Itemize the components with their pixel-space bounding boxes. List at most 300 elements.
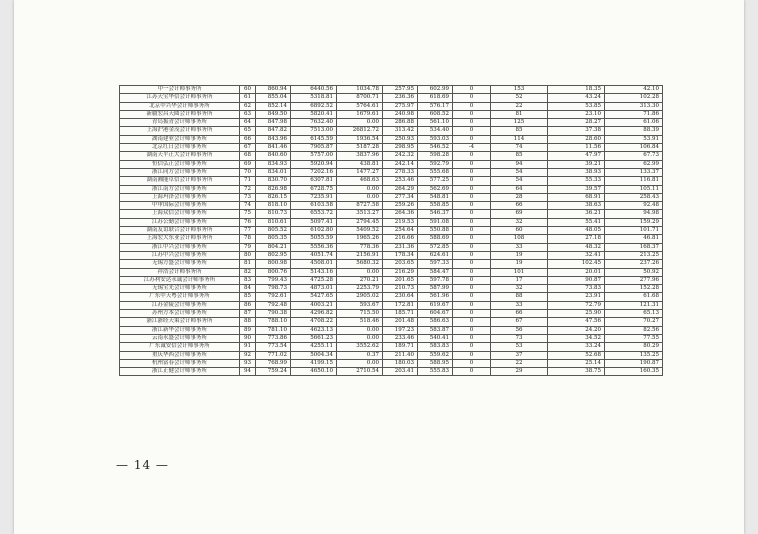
value-cell: 25.90 [548, 310, 605, 318]
value-cell: 264.36 [383, 210, 418, 218]
value-cell: 2905.02 [337, 293, 383, 301]
value-cell: 602.99 [418, 86, 453, 94]
value-cell: 18.35 [548, 86, 605, 94]
value-cell: 33 [491, 301, 548, 309]
firm-name-cell: 青岛振青会计师事务所 [120, 119, 240, 127]
value-cell: 759.24 [256, 368, 291, 376]
value-cell: 286.88 [383, 119, 418, 127]
table-row [120, 243, 663, 251]
value-cell: 87 [240, 310, 256, 318]
value-cell: 23.10 [548, 110, 605, 118]
value-cell: 50.92 [605, 268, 663, 276]
table-row [120, 334, 663, 342]
value-cell: 0 [453, 260, 491, 268]
value-cell: 0 [453, 160, 491, 168]
value-cell: 586.63 [418, 318, 453, 326]
value-cell: 101.71 [605, 227, 663, 235]
value-cell: 80 [240, 251, 256, 259]
value-cell: 818.10 [256, 202, 291, 210]
value-cell: 62.99 [605, 160, 663, 168]
firm-name-cell: 湖南友谊联合会计师事务所 [120, 227, 240, 235]
value-cell: 65 [240, 127, 256, 135]
value-cell: 190.87 [605, 359, 663, 367]
value-cell: 68 [240, 152, 256, 160]
value-cell: 5764.61 [337, 102, 383, 110]
value-cell: 153 [491, 86, 548, 94]
firm-name-cell: 苏州方本会计师事务所 [120, 310, 240, 318]
value-cell: 4873.01 [291, 285, 337, 293]
value-cell: 39.21 [548, 160, 605, 168]
value-cell: 840.60 [256, 152, 291, 160]
value-cell: 63 [240, 110, 256, 118]
value-cell: 7513.00 [291, 127, 337, 135]
value-cell: 587.99 [418, 285, 453, 293]
value-cell: 534.40 [418, 127, 453, 135]
value-cell: 28.60 [548, 135, 605, 143]
firm-name-cell: 上海玛泽会计师事务所 [120, 193, 240, 201]
value-cell: 2156.91 [337, 251, 383, 259]
firm-name-cell: 浙江中兴会计师事务所 [120, 243, 240, 251]
value-cell: 830.70 [256, 177, 291, 185]
value-cell: 70.27 [605, 318, 663, 326]
table-row [120, 318, 663, 326]
table-row [120, 326, 663, 334]
value-cell: 0 [453, 301, 491, 309]
value-cell: 34.52 [548, 334, 605, 342]
value-cell: 1936.54 [337, 135, 383, 143]
value-cell: 37.38 [548, 127, 605, 135]
value-cell: 313.30 [605, 102, 663, 110]
value-cell: 82 [240, 268, 256, 276]
value-cell: 211.40 [383, 351, 418, 359]
value-cell: 826.98 [256, 185, 291, 193]
value-cell: 91 [240, 343, 256, 351]
value-cell: 4650.10 [291, 368, 337, 376]
value-cell: 43.24 [548, 94, 605, 102]
firm-name-cell: 上海沪港金茂会计师事务所 [120, 127, 240, 135]
value-cell: 22 [491, 359, 548, 367]
firm-name-cell: 上海众信会计师事务所 [120, 210, 240, 218]
value-cell: 4508.01 [291, 260, 337, 268]
value-cell: 0 [453, 202, 491, 210]
value-cell: 94 [240, 368, 256, 376]
value-cell: 5143.16 [291, 268, 337, 276]
value-cell: 74 [240, 202, 256, 210]
value-cell: 189.71 [383, 343, 418, 351]
value-cell: 0 [453, 318, 491, 326]
value-cell: 80.29 [605, 343, 663, 351]
value-cell: 133.37 [605, 168, 663, 176]
table-row [120, 368, 663, 376]
value-cell: 54 [491, 177, 548, 185]
value-cell: 70 [240, 168, 256, 176]
value-cell: 27.18 [548, 235, 605, 243]
value-cell: 576.17 [418, 102, 453, 110]
value-cell: 715.50 [337, 310, 383, 318]
value-cell: 4623.13 [291, 326, 337, 334]
value-cell: 32 [491, 285, 548, 293]
value-cell: 230.64 [383, 293, 418, 301]
value-cell: 101 [491, 268, 548, 276]
value-cell: 3513.27 [337, 210, 383, 218]
value-cell: 172.81 [383, 301, 418, 309]
value-cell: 242.32 [383, 152, 418, 160]
value-cell: 619.67 [418, 301, 453, 309]
value-cell: 102.45 [548, 260, 605, 268]
firm-name-cell: 新疆宏昌天圆会计师事务所 [120, 110, 240, 118]
value-cell: 66 [240, 135, 256, 143]
value-cell: 6728.75 [291, 185, 337, 193]
value-cell: 591.08 [418, 218, 453, 226]
value-cell: 74 [491, 144, 548, 152]
value-cell: 77.55 [605, 334, 663, 342]
value-cell: 203.41 [383, 368, 418, 376]
firm-name-cell: 上海宏大东亚会计师事务所 [120, 235, 240, 243]
value-cell: 5187.28 [337, 144, 383, 152]
value-cell: 593.03 [418, 135, 453, 143]
value-cell: 0 [453, 86, 491, 94]
value-cell: 0 [453, 368, 491, 376]
value-cell: -4 [453, 144, 491, 152]
value-cell: 313.42 [383, 127, 418, 135]
value-cell: 1679.61 [337, 110, 383, 118]
value-cell: 4199.15 [291, 359, 337, 367]
table-row [120, 135, 663, 143]
value-cell: 588.95 [418, 359, 453, 367]
value-cell: 42.10 [605, 86, 663, 94]
value-cell: 201.65 [383, 276, 418, 284]
value-cell: 25.14 [548, 359, 605, 367]
value-cell: 0 [453, 293, 491, 301]
value-cell: 197.23 [383, 326, 418, 334]
value-cell: 81 [240, 260, 256, 268]
value-cell: 93 [240, 359, 256, 367]
value-cell: 0 [453, 94, 491, 102]
value-cell: 4051.74 [291, 251, 337, 259]
value-cell: 0.00 [337, 359, 383, 367]
value-cell: 618.69 [418, 94, 453, 102]
value-cell: 52 [491, 94, 548, 102]
value-cell: 242.14 [383, 160, 418, 168]
table-row [120, 177, 663, 185]
table-row [120, 193, 663, 201]
firm-name-cell: 浙江正健会计师事务所 [120, 368, 240, 376]
value-cell: 5757.00 [291, 152, 337, 160]
value-cell: 86 [240, 301, 256, 309]
value-cell: 0 [453, 152, 491, 160]
table-row [120, 152, 663, 160]
value-cell: 559.62 [418, 351, 453, 359]
value-cell: 0 [453, 227, 491, 235]
value-cell: 65.13 [605, 310, 663, 318]
value-cell: 6102.80 [291, 227, 337, 235]
value-cell: 0 [453, 334, 491, 342]
value-cell: 810.73 [256, 210, 291, 218]
value-cell: 48.05 [548, 227, 605, 235]
table-row [120, 127, 663, 135]
value-cell: 4725.28 [291, 276, 337, 284]
value-cell: 847.98 [256, 119, 291, 127]
value-cell: 36.21 [548, 210, 605, 218]
value-cell: 624.61 [418, 251, 453, 259]
value-cell: 810.61 [256, 218, 291, 226]
value-cell: 90 [240, 334, 256, 342]
firm-name-cell: 湖南天平正大会计师事务所 [120, 152, 240, 160]
value-cell: 8700.71 [337, 94, 383, 102]
value-cell: 2710.54 [337, 368, 383, 376]
value-cell: 0.00 [337, 193, 383, 201]
value-cell: 1965.26 [337, 235, 383, 243]
firm-name-cell: 江苏利安达永诚会计师事务所 [120, 276, 240, 284]
value-cell: 94 [491, 160, 548, 168]
value-cell: 33 [491, 243, 548, 251]
value-cell: 61.68 [605, 293, 663, 301]
firm-name-cell: 中审国际会计师事务所 [120, 202, 240, 210]
value-cell: 60 [491, 227, 548, 235]
table-row [120, 285, 663, 293]
table-row [120, 359, 663, 367]
value-cell: 233.46 [383, 334, 418, 342]
page-number: — 14 — [116, 458, 169, 472]
table-row [120, 227, 663, 235]
value-cell: 75 [240, 210, 256, 218]
table-row [120, 293, 663, 301]
table-row [120, 102, 663, 110]
value-cell: 608.52 [418, 110, 453, 118]
value-cell: 275.97 [383, 102, 418, 110]
value-cell: 152.28 [605, 285, 663, 293]
table-row [120, 119, 663, 127]
value-cell: 0 [453, 268, 491, 276]
value-cell: 805.35 [256, 235, 291, 243]
value-cell: 0.00 [337, 185, 383, 193]
value-cell: 790.38 [256, 310, 291, 318]
value-cell: 800.76 [256, 268, 291, 276]
value-cell: 55.41 [548, 218, 605, 226]
value-cell: 555.68 [418, 168, 453, 176]
value-cell: 53.91 [605, 135, 663, 143]
value-cell: 64 [240, 119, 256, 127]
value-cell: 804.21 [256, 243, 291, 251]
value-cell: 108 [491, 235, 548, 243]
value-cell: 185.71 [383, 310, 418, 318]
value-cell: 85 [240, 293, 256, 301]
value-cell: 78 [240, 235, 256, 243]
firm-name-cell: 广东诚安信会计师事务所 [120, 343, 240, 351]
table-row [120, 185, 663, 193]
value-cell: 92.48 [605, 202, 663, 210]
value-cell: 53 [491, 343, 548, 351]
value-cell: 28.27 [548, 119, 605, 127]
value-cell: 54 [491, 168, 548, 176]
firm-name-cell: 祥浩会计师事务所 [120, 268, 240, 276]
value-cell: 802.95 [256, 251, 291, 259]
firm-name-cell: 恒信弘正会计师事务所 [120, 160, 240, 168]
value-cell: 5318.81 [291, 94, 337, 102]
value-cell: 53.85 [548, 102, 605, 110]
value-cell: 77 [240, 227, 256, 235]
value-cell: 88 [240, 318, 256, 326]
value-cell: 5055.59 [291, 235, 337, 243]
value-cell: 6307.81 [291, 177, 337, 185]
value-cell: 849.50 [256, 110, 291, 118]
value-cell: 33.24 [548, 343, 605, 351]
value-cell: 792.48 [256, 301, 291, 309]
table-row [120, 235, 663, 243]
value-cell: 0.00 [337, 334, 383, 342]
value-cell: 105.11 [605, 185, 663, 193]
value-cell: 0.00 [337, 326, 383, 334]
table-row [120, 144, 663, 152]
value-cell: 19 [491, 260, 548, 268]
value-cell: 71 [240, 177, 256, 185]
firm-name-cell: 浙江南方会计师事务所 [120, 185, 240, 193]
value-cell: 5409.52 [337, 227, 383, 235]
value-cell: 0 [453, 251, 491, 259]
value-cell: 23.91 [548, 293, 605, 301]
value-cell: 841.46 [256, 144, 291, 152]
value-cell: 46.81 [605, 235, 663, 243]
value-cell: 67.73 [605, 152, 663, 160]
table-row [120, 202, 663, 210]
value-cell: 277.34 [383, 193, 418, 201]
value-cell: 94.98 [605, 210, 663, 218]
value-cell: 67 [491, 318, 548, 326]
table-row [120, 94, 663, 102]
firm-name-cell: 浙江同方会计师事务所 [120, 168, 240, 176]
value-cell: 219.53 [383, 218, 418, 226]
value-cell: 3552.62 [337, 343, 383, 351]
value-cell: 69 [491, 210, 548, 218]
value-cell: 135.25 [605, 351, 663, 359]
value-cell: 0.00 [337, 268, 383, 276]
value-cell: 788.10 [256, 318, 291, 326]
value-cell: 583.83 [418, 343, 453, 351]
value-cell: 79 [240, 243, 256, 251]
firm-name-cell: 江苏中兴会计师事务所 [120, 251, 240, 259]
value-cell: 83 [240, 276, 256, 284]
value-cell: 73.83 [548, 285, 605, 293]
value-cell: 61 [240, 94, 256, 102]
value-cell: 76 [240, 218, 256, 226]
firm-name-cell: 江苏公勤会计师事务所 [120, 218, 240, 226]
value-cell: 834.01 [256, 168, 291, 176]
table-row [120, 160, 663, 168]
value-cell: 540.41 [418, 334, 453, 342]
value-cell: 32 [491, 218, 548, 226]
table-row [120, 260, 663, 268]
value-cell: 5661.23 [291, 334, 337, 342]
table-row [120, 276, 663, 284]
value-cell: 592.79 [418, 160, 453, 168]
value-cell: 561.96 [418, 293, 453, 301]
value-cell: 597.78 [418, 276, 453, 284]
value-cell: 66 [491, 202, 548, 210]
value-cell: 562.69 [418, 185, 453, 193]
table-row [120, 310, 663, 318]
value-cell: 20.01 [548, 268, 605, 276]
value-cell: 577.25 [418, 177, 453, 185]
value-cell: 0 [453, 102, 491, 110]
value-cell: 0 [453, 326, 491, 334]
value-cell: 4708.22 [291, 318, 337, 326]
value-cell: 778.36 [337, 243, 383, 251]
value-cell: 28 [491, 193, 548, 201]
value-cell: 5004.34 [291, 351, 337, 359]
value-cell: 593.67 [337, 301, 383, 309]
firm-name-cell: 中一会计师事务所 [120, 86, 240, 94]
value-cell: 5427.65 [291, 293, 337, 301]
value-cell: 558.85 [418, 202, 453, 210]
value-cell: 73 [491, 334, 548, 342]
table-row [120, 210, 663, 218]
value-cell: 38.63 [548, 202, 605, 210]
table-row [120, 301, 663, 309]
value-cell: 438.81 [337, 160, 383, 168]
value-cell: 47.56 [548, 318, 605, 326]
value-cell: 768.99 [256, 359, 291, 367]
firm-name-cell: 北京中兴华会计师事务所 [120, 102, 240, 110]
value-cell: 180.03 [383, 359, 418, 367]
value-cell: 24.20 [548, 326, 605, 334]
value-cell: 843.96 [256, 135, 291, 143]
value-cell: 583.87 [418, 326, 453, 334]
value-cell: 0 [453, 135, 491, 143]
value-cell: 72 [240, 185, 256, 193]
value-cell: 84 [240, 285, 256, 293]
value-cell: 5920.94 [291, 160, 337, 168]
value-cell: 67 [240, 144, 256, 152]
value-cell: 201.48 [383, 318, 418, 326]
value-cell: 0 [453, 185, 491, 193]
table-row [120, 86, 663, 94]
value-cell: 237.26 [605, 260, 663, 268]
value-cell: 38.75 [548, 368, 605, 376]
firm-name-cell: 浙江浙经天策会计师事务所 [120, 318, 240, 326]
value-cell: 39.57 [548, 185, 605, 193]
value-cell: 0 [453, 243, 491, 251]
value-cell: 72.79 [548, 301, 605, 309]
value-cell: 561.10 [418, 119, 453, 127]
value-cell: 0 [453, 168, 491, 176]
value-cell: 203.65 [383, 260, 418, 268]
value-cell: 800.98 [256, 260, 291, 268]
value-cell: 257.95 [383, 86, 418, 94]
value-cell: 0 [453, 359, 491, 367]
value-cell: 216.29 [383, 268, 418, 276]
value-cell: 231.36 [383, 243, 418, 251]
value-cell: 68.91 [548, 193, 605, 201]
value-cell: 6892.52 [291, 102, 337, 110]
value-cell: 92 [240, 351, 256, 359]
value-cell: 1034.78 [337, 86, 383, 94]
value-cell: 781.10 [256, 326, 291, 334]
value-cell: 90.87 [548, 276, 605, 284]
value-cell: 19 [491, 251, 548, 259]
value-cell: 106.84 [605, 144, 663, 152]
value-cell: 604.67 [418, 310, 453, 318]
value-cell: 5556.36 [291, 243, 337, 251]
firm-name-cell: 浙江新华会计师事务所 [120, 326, 240, 334]
value-cell: 588.69 [418, 235, 453, 243]
value-cell: 7202.16 [291, 168, 337, 176]
value-cell: 71.86 [605, 110, 663, 118]
value-cell: 160.35 [605, 368, 663, 376]
table-body [120, 86, 663, 376]
firm-name-cell: 江苏金陵会计师事务所 [120, 301, 240, 309]
value-cell: 0.37 [337, 351, 383, 359]
value-cell: 5820.41 [291, 110, 337, 118]
